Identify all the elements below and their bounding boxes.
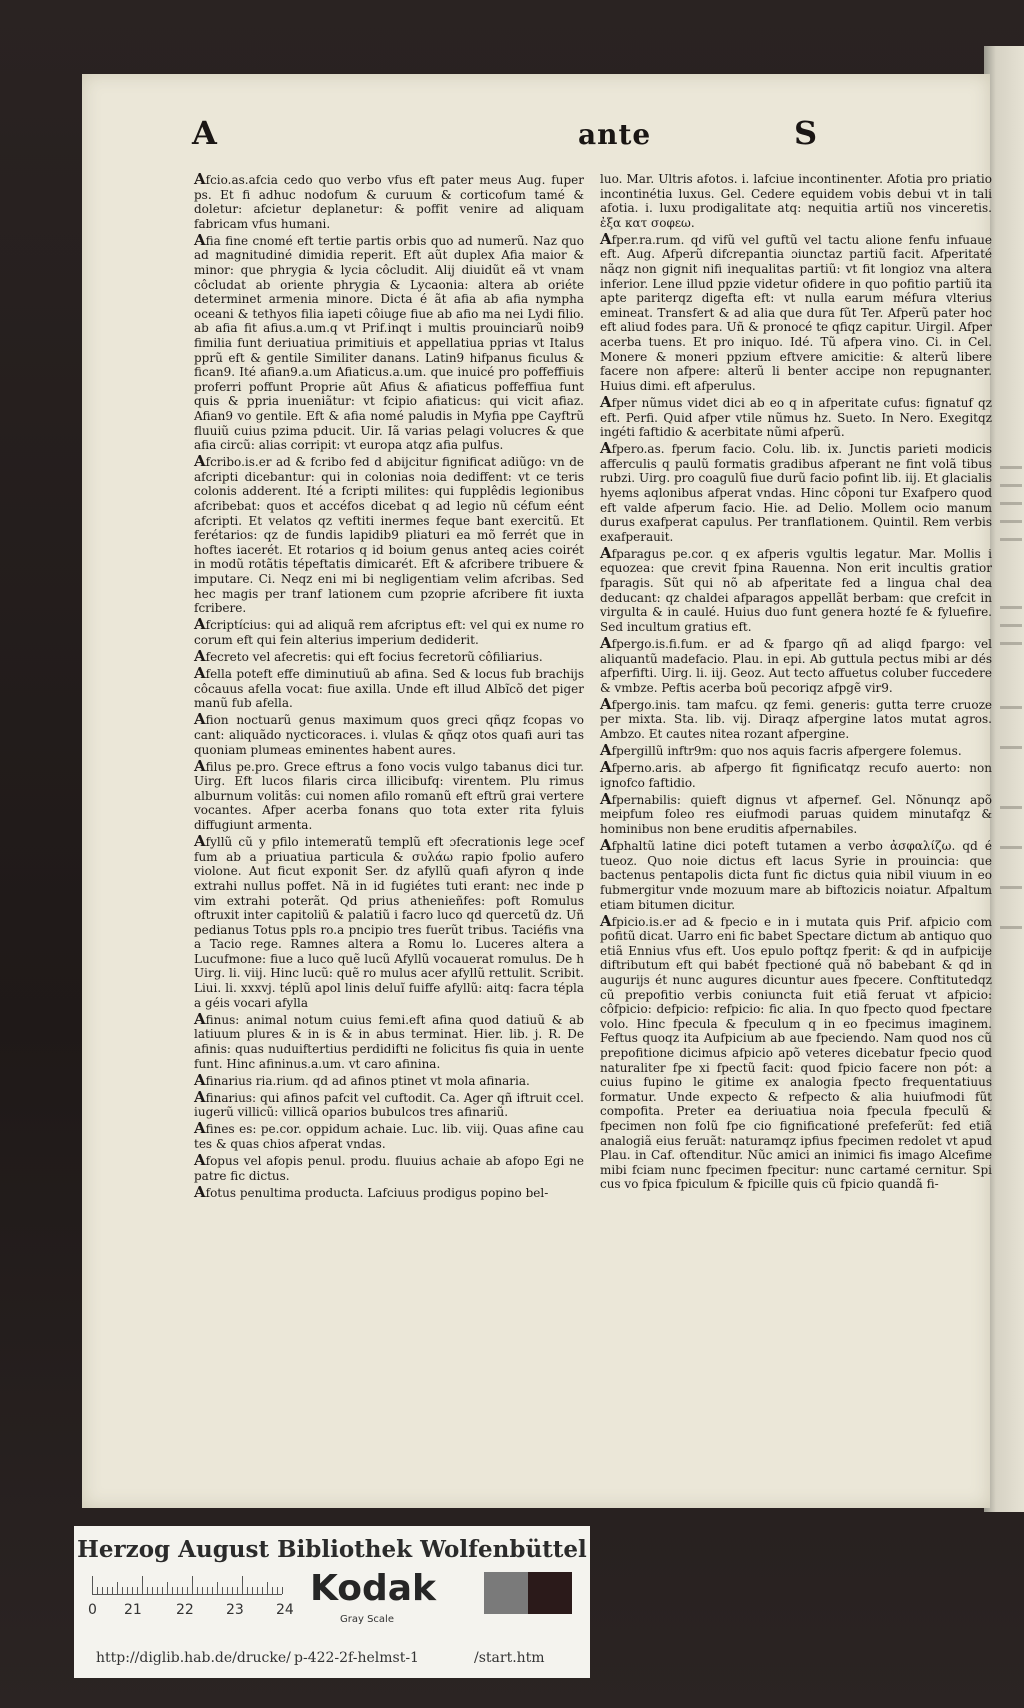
dictionary-entry [600,694,992,742]
ruler-tick [137,1587,138,1594]
dictionary-entry [194,756,584,833]
entry-text: finarius ria.rium. qd ad afinos ptinet vt mola afinaria. [205,1073,530,1088]
ruler-tick [267,1582,268,1594]
dictionary-entry [600,633,992,695]
entry-initial: A [194,1182,206,1201]
dictionary-entry [194,666,584,711]
entry-text: fpernabilis: quieft dignus vt afpernef. Gel. Nõnunqz apõ meipfum foleo res eiufmodi paruas quidem minutafqz & hominibus non bene eruditis afpernabiles. [600,792,992,837]
ruler-tick [272,1587,273,1594]
running-header [82,114,990,162]
dictionary-entry [194,454,584,616]
entry-initial: A [600,789,612,808]
ruler-tick [202,1587,203,1594]
gray-scale-label: Gray Scale [340,1614,394,1625]
ruler-tick [157,1587,158,1594]
entry-text: fphaltũ latine dici poteft tutamen a verbo ἀσφαλίζω. qd é tueoz. Quo noie dictus eft lacus Syrie in prouincia: que bactenus pentapolis dicta funt fic dictus quia nibil viuum in eo fubmergitur vnde mozuum mare ab biftozicis noiatur. Afpaltum etiam bitumen dicitur. [600,839,992,912]
entry-initial: A [194,832,206,851]
ruler-tick [92,1576,93,1594]
right-text-column [600,172,992,1193]
entry-text: fperno.aris. ab afpergo fit fignificatqz recufo auerto: non ignofco faftidio. [600,761,992,790]
entry-text: fecreto vel afecretis: qui eft focius fecretorũ côfiliarius. [205,650,543,664]
dictionary-entry [600,743,992,759]
ruler-tick [257,1587,258,1594]
ruler-tick [97,1587,98,1594]
entry-text: fion noctuarũ genus maximum quos greci qñqz fcopas vo cant: aliquãdo nycticoraces. i. vlulas & qñqz otos quafi auri tas quoniam plumeas eminentes habent aures. [194,713,584,757]
ruler-tick [282,1587,283,1594]
ruler-tick [262,1587,263,1594]
dictionary-entry [600,229,992,394]
entry-text: fotus penultima producta. Lafciuus prodigus popino bel- [205,1185,549,1200]
ruler-tick [147,1587,148,1594]
dictionary-entry [194,649,584,665]
dictionary-entry [194,1182,584,1201]
footer-start-link[interactable]: /start.htm [474,1650,545,1666]
dictionary-entry [194,230,584,453]
entry-text: fella poteft effe diminutiuũ ab afina. Sed & locus fub brachijs côcauus afella vocat: fiue axilla. Unde eft illud Albĩcõ det piger manũ fub afella. [194,667,584,711]
scale-number: 21 [124,1602,142,1618]
ruler-tick [212,1587,213,1594]
library-label-card [74,1526,590,1678]
entry-initial: A [194,710,206,729]
entry-text: fcriptícius: qui ad aliquã rem afcriptus eft: vel qui ex nume ro corum eft qui fein alterius imperium dediderit. [194,618,584,647]
edge-streak [1000,606,1022,609]
ruler-tick [177,1587,178,1594]
entry-text: fpergillũ inftr9m: quo nos aquis facris afpergere folemus. [611,744,962,759]
entry-text: finus: animal notum cuius femi.eft afina quod datiuũ & ab latiuum plures & in is & in abus terminat. Hier. lib. j. R. De afinis: quas nuduiftertius perdidifti ne folicitus fis quia in uente funt. Hinc afininus.a.um. vt caro afinina. [194,1012,584,1071]
entry-initial: A [600,911,612,930]
entry-text: fcribo.is.er ad & fcribo fed d abijcitur fignificat adiũgo: vn de afcripti dicebantur: qui in colonias noia dediffent: vt ce teris colonis adderent. Ité a fcripti milites: qui fupplêdis legionibus afcribebat: quos et accéfos dicebat q ad legio nũ céfum eént afcripti. Et velatos qz veftiti inermes feque bant exercitũ. Et ferétarios: qz de fundis lapidib9 pliaturi ea mõ ferrét que in hoftes iacerét. Et rotarios q id boium genus anteq acies coirét in modũ rotãtis tépeftatis dimicarét. Eft & afcribere tribuere & imputare. Ci. Neqz eni mi bi negligentiam velim afcribas. Sed hec magis per tranf lationem cum pzoprie afcribere fit iuxta fcribere. [194,455,584,616]
dictionary-entry [194,1087,584,1120]
dictionary-entry [600,789,992,837]
edge-streak [1000,484,1022,487]
kodak-brand: Kodak [310,1568,436,1609]
ruler-tick [162,1587,163,1594]
edge-streak [1000,926,1022,929]
scale-ruler [92,1574,282,1595]
dictionary-entry [600,760,992,790]
entry-text: fpergo.inis. tam mafcu. qz femi. generis: gutta terre cruoze per mixta. Sta. lib. vij. Diraqz afpergine latos mutat agros. Ambzo. Et cautes nitea rozant afpergine. [600,697,992,741]
ruler-tick [172,1587,173,1594]
dictionary-entry [194,172,584,231]
scale-number: 24 [276,1602,294,1618]
edge-streak [1000,538,1022,541]
edge-streak [1000,624,1022,627]
scale-number: 0 [88,1602,97,1618]
dictionary-entry [600,392,992,440]
ruler-tick [217,1582,218,1594]
ruler-tick [107,1587,108,1594]
dictionary-entry [194,617,584,647]
entry-text: fyllũ cũ y pfilo intemeratũ templũ eft ɔfecrationis lege ɔcef fum ab a priuatiua particula & συλάω rapio fpolio aufero violone. Aut ficut exponit Ser. dz afyllũ quafi afyron q inde extrahi nullus poffet. Nã in id fugiétes tuti erant: nec inde p vim extrahi poterãt. Qd prius athenieñfes: poft Romulus oftruxit inter capitoliũ & palatiũ i facro luco qd quercetũ dz. Uñ pedianus Totus ppls ro.a pncipio tres fuerũt tribus. Taciéfis vna a Tacio rege. Ramnes altera a Romu lo. Luceres altera a Lucufmone: fiue a luco quẽ lucũ Afyllũ vocauerat romulus. De h Uirg. li. viij. Hinc lucũ: quẽ ro mulus acer afyllũ rettulit. Scribit. Liui. li. xxxvj. téplũ apol linis deluĩ fuiffe afyllũ: aitq: facra tépla a géis vocari afylla [194,835,584,1010]
entry-initial: A [194,756,206,775]
edge-streak [1000,746,1022,749]
entry-text: finarius: qui afinos pafcit vel cuftodit. Ca. Ager qñ iftruit ccel. iugerũ villicũ: villicã oparios bubulcos tres afinariũ. [194,1090,584,1120]
entry-initial: A [600,439,612,458]
edge-streak [1000,806,1022,809]
header-right-letter: S [794,114,818,152]
ruler-tick [197,1587,198,1594]
ruler-tick [237,1587,238,1594]
scale-number: 23 [226,1602,244,1618]
ruler-tick [242,1576,243,1594]
entry-initial: A [194,1070,206,1089]
dictionary-entry [600,911,992,1192]
ruler-tick [232,1587,233,1594]
ruler-tick [117,1582,118,1594]
ruler-tick [142,1576,143,1594]
entry-text: fpero.as. fperum facio. Colu. lib. ix. Junctis parieti modicis afferculis q paulũ formatis gradibus afperant ne fint volã tibus rubzi. Uirg. pro coagulũ fiue durũ facio pofint lib. iij. Et glacialis hyems aqlonibus afperat vndas. Hinc côponi tur Exafpero quod eft valde afperum facio. Hie. ad Delio. Mollem ocio manum durus exafperat capulus. Per tranflationem. Quintil. Rem verbis exafperauit. [600,442,992,544]
ruler-tick [207,1587,208,1594]
entry-initial: A [194,1119,206,1138]
entry-initial: A [194,170,206,188]
ruler-tick [122,1587,123,1594]
edge-streak [1000,466,1022,469]
ruler-tick [167,1582,168,1594]
ruler-tick [187,1587,188,1594]
ruler-tick [182,1587,183,1594]
ruler-tick [112,1587,113,1594]
edge-streak [1000,846,1022,849]
entry-initial: A [600,229,612,248]
entry-text: fines es: pe.cor. oppidum achaie. Luc. lib. viij. Quas afine cau tes & quas chios afperat vndas. [194,1122,584,1151]
ruler-tick [247,1587,248,1594]
header-word: ante [578,118,652,151]
edge-streak [1000,520,1022,523]
dictionary-entry [600,543,992,635]
entry-initial: A [600,392,612,411]
dictionary-entry [194,712,584,757]
entry-text: luo. Mar. Ultris afotos. i. lafciue incontinenter. Afotia pro priatio incontinétia luxus. Gel. Cedere equidem vobis debui vt in tali afotia. i. luxu prodigalitate atq: nequitia artiũ nos vinceretis. ἐξα κατ σοφεω. [600,172,992,230]
dictionary-entry [194,1153,584,1183]
ruler-tick [102,1587,103,1594]
gray-swatch [484,1572,528,1614]
footer-url[interactable]: http://diglib.hab.de/drucke/ [96,1650,291,1666]
dictionary-entry [600,172,992,230]
entry-initial: A [600,741,612,760]
entry-initial: A [600,694,612,713]
left-text-column [194,172,584,1202]
ruler-tick [227,1587,228,1594]
entry-text: fper nũmus videt dici ab eo q in afperitate cufus: fignatuf qz eft. Perfi. Quid afper vtile nũmus hz. Sueto. In Nero. Exegitqz ingéti faftidio & acerbitate nũmi afperũ. [600,395,992,440]
entry-text: fcio.as.afcia cedo quo verbo vfus eft pater meus Aug. fuper ps. Et fi adhuc nodofum & curuum & corticofum tamé & doletur: afcietur deplanetur: & poffit venire ad aliquam fabricam vfus humani. [194,173,584,231]
ruler-tick [252,1587,253,1594]
ruler-tick [222,1587,223,1594]
edge-streak [1000,886,1022,889]
entry-initial: A [194,452,206,471]
entry-initial: A [194,1151,206,1170]
book-page [82,74,990,1508]
entry-initial: A [194,664,206,683]
ruler-tick [192,1576,193,1594]
edge-streak [1000,706,1022,709]
entry-text: fopus vel afopis penul. produ. fluuius achaie ab afopo Egi ne patre fic dictus. [194,1154,584,1183]
edge-streak [1000,502,1022,505]
entry-initial: A [600,543,612,562]
entry-initial: A [600,836,612,855]
ruler-tick [127,1587,128,1594]
entry-initial: A [194,230,206,249]
entry-text: fpergo.is.fi.fum. er ad & fpargo qñ ad aliqd fpargo: vel aliquantũ madefacio. Plau. in epi. Ab guttula pectus mibi ar dés afperfifti. Uirg. li. iij. Geoz. Aut tecto affuetus coluber fuccedere & vmbze. Peftis acerba boũ pecoriqz afpgẽ vir9. [600,636,992,695]
entry-initial: A [194,647,206,665]
scale-number: 22 [176,1602,194,1618]
footer-shelfmark: p-422-2f-helmst-1 [294,1650,419,1666]
entry-text: fia fine cnomé eft tertie partis orbis quo ad numerũ. Naz quo ad magnitudiné dimidia reperit. Eft aũt duplex Afia maior & minor: que phrygia & lycia côcludit. Alij diuidũt eã vt vnam côcludat ab oriente phrygia & Lycaonia: altera ab oriéte determinet armenia minore. Dicta é ãt afia ab afia nympha oceani & tethyos filia iapeti côiuge fiue ab afio ma nei Lydi filio. ab afia fit afius.a.um.q vt Prif.inqt i multis prouinciarũ noib9 fimilia funt deriuatiua primitiuis et appellatiua pprias vt Italus pprũ eft & gentile Similiter danans. Latin9 hifpanus ficulus & fican9. Ité afian9.a.um Afiaticus.a.um. que inuicé pro poffeffiuis proferri poffunt Proprie aũt Afius & afiaticus poffeffiua funt quis & ppria inueniãtur: vt fcipio afiaticus: qui vicit afiaz. Afian9 vo gentile. Eft & afia nomé paludis in Myfia ppe Cayftrũ fluuiũ cuius pzima pducit. Uir. Iã varias pelagi volucres & que afia circũ: alias corripit: vt europa atqz afia pulfus. [194,233,584,453]
entry-initial: A [194,615,206,634]
dictionary-entry [600,838,992,912]
dictionary-entry [194,834,584,1010]
dictionary-entry [600,441,992,544]
ruler-tick [152,1587,153,1594]
entry-initial: A [194,1009,206,1028]
entry-initial: A [600,633,612,652]
dictionary-entry [194,1121,584,1151]
ruler-tick [132,1587,133,1594]
entry-initial: A [600,758,612,777]
dictionary-entry [194,1070,584,1089]
entry-initial: A [194,1087,206,1106]
edge-streak [1000,642,1022,645]
entry-text: fpicio.is.er ad & fpecio e in i mutata quis Prif. afpicio com pofitũ dicat. Uarro eni fic babet Spectare dictum ab antiquo quo etiã Ennius vfus eft. Uos epulo poftqz fperit: & qd in aufpicije diftributum eft qui babét fpectioné quã nõ babebant & qd in augurijs ét nunc augures dicuntur aues fpecere. Conftitutedqz cũ prepofitio verbis coniuncta fuit etiã feruat vt afpicio: côfpicio: defpicio: refpicio: fic alia. In quo fpecto quod fpectare volo. Hinc fpecula & fpeculum q in eo fpecimus imaginem. Feftus quoqz ita Aufpicium ab aue fpeciendo. Nam quod nos cũ prepofitione dicimus afpicio apõ veteres dicebatur fpecio quod naturaliter fpe xi fpectũ facit: quod fpicio facere non pót: a cuius fupino le gitime ex analogia fpecto frequentatiuus formatur. Unde expecto & refpecto & alia huiufmodi fũt compofita. Preter ea deriuatiua noia fpecula fpeculũ & fpecimen non folũ fpe cio fignificationé prefeferũt: fed etiã analogiã eius feruãt: naturamqz ipfius fpecimen redolet vt apud Plau. in Caf. oftenditur. Nũc amici an inimici fis imago Alcefime mibi fciam nunc fpecimen fpecitur: nunc cartamé cernitur. Spi cus vo fpica fpiculum & fpicille quis cũ fpicio quandã fi- [600,914,992,1192]
entry-text: fparagus pe.cor. q ex afperis vgultis legatur. Mar. Mollis i equozea: que crevit fpina Rauenna. Non erit incultis gratior fparagis. Sũt qui nõ ab afperitate fed a lingua chal dea deducant: qz chaldei afparagos appellãt berbam: que crefcit in virgulta & in caulé. Huius duo funt genera hozté fe & fyluefire. Sed incultum gratius eft. [600,546,992,634]
entry-text: filus pe.pro. Grece eftrus a fono vocis vulgo tabanus dici tur. Uirg. Eft lucos filaris circa illicibufq: virentem. Plu rimus alburnum volitãs: cui nomen afilo romanũ eft eftrũ grai vertere vocantes. Afper acerba fonans quo tota exter rita fyluis diffugiunt armenta. [194,759,584,833]
ruler-tick [277,1587,278,1594]
library-title: Herzog August Bibliothek Wolfenbüttel [77,1536,587,1563]
dictionary-entry [194,1009,584,1071]
dark-swatch [528,1572,572,1614]
entry-text: fper.ra.rum. qd vifũ vel guftũ vel tactu alione fenfu infuaue eft. Aug. Afperũ difcrepantia ɔiunctaz partiũ facit. Afperitaté nãqz non gignit nifi inequalitas partiũ: vt fit longioz vna altera inferior. Lene illud ppzie videtur ofidere in quo pofitio partiũ ita apte pariterqz digefta eft: vt nulla earum méfura vlterius emineat. Transfert & ad alia que dura fũt Ter. Afperũ pater hoc eft aliud fodes para. Uñ & pronocé te qfiqz capitur. Uirgil. Afper acerba tuens. Et pro iniquo. Idé. Tũ afpera vino. Ci. in Cel. Monere & moneri ppzium eftvere amicitie: & alterũ libere facere non afpere: alterũ li benter accipe non repugnanter. Huius dimi. eft afperulus. [600,232,992,393]
header-left-letter: A [192,114,217,152]
